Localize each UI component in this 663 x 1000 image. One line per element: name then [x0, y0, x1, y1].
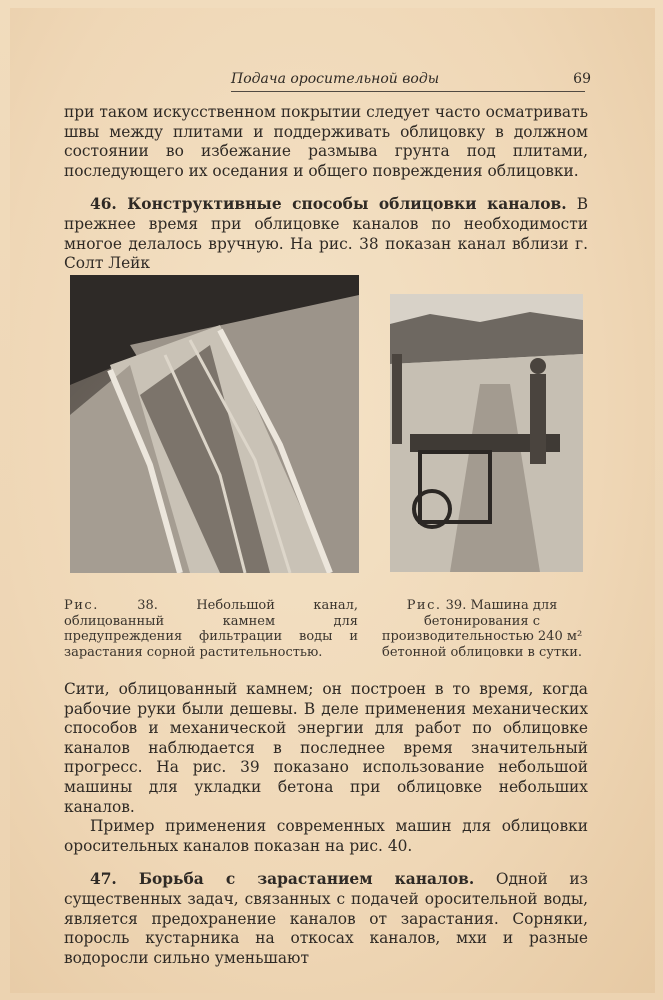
- figure-39-number: 39.: [445, 598, 467, 613]
- paragraph-continuation: при таком искусственном покрытии следует часто осматривать швы между плитами и поддерживать облицовку в должном состоянии во избежание размыва грунта под плитами, последующего их оседания и общего повреждения облицовки.: [64, 103, 588, 180]
- header-rule: [231, 91, 585, 92]
- figure-38-caption-text: Небольшой канал, облицованный камнем для предупреждения фильтрации воды и зарастания сорной растительностью.: [64, 598, 358, 660]
- figure-38-caption: [64, 598, 358, 660]
- section-47-text: Одной из существенных задач, связанных с подачей оросительной воды, является предохранение каналов от зарастания. Сорняки, поросль кустарника на откосах каналов, мхи и разные водоросли сильно уменьшают: [64, 870, 588, 967]
- figure-39-label: Рис.: [406, 598, 442, 613]
- running-header: [231, 71, 591, 91]
- figure-39-caption-text: Машина для бетонирования с производительностью 240 м² бетонной облицовки в сутки.: [381, 598, 583, 660]
- concrete-machine-image: [390, 294, 583, 572]
- section-46-heading: 46. Конструктивные способы облицовки каналов.: [90, 195, 567, 214]
- text-block-top: [64, 103, 588, 274]
- figure-39-photo: [390, 294, 583, 572]
- section-47-paragraph: [64, 870, 588, 968]
- section-46-text: В прежнее время при облицовке каналов по необходимости многое делалось вручную. На рис. 38 показан канал вблизи г. Солт Лейк: [64, 195, 588, 273]
- figure-38-label: Рис.: [64, 598, 99, 613]
- figure-38-number: 38.: [137, 598, 158, 613]
- section-46-paragraph: [64, 195, 588, 273]
- figure-38-photo: [70, 275, 359, 573]
- page-number: 69: [573, 71, 591, 87]
- running-title: Подача оросительной воды: [231, 71, 440, 87]
- text-block-bottom: [64, 680, 588, 968]
- paragraph-continuation-2: Сити, облицованный камнем; он построен в то время, когда рабочие руки были дешевы. В деле применения механических способов и механической энергии для работ по облицовке каналов наблюдается в последнее время значительный прогресс. На рис. 39 показано использование небольшой машины для укладки бетона при облицовке небольших каналов.: [64, 680, 588, 816]
- figure-39-caption: [377, 598, 587, 660]
- section-47-heading: 47. Борьба с зарастанием каналов.: [90, 870, 475, 889]
- stone-lined-canal-image: [70, 275, 359, 573]
- paragraph-3: Пример применения современных машин для облицовки оросительных каналов показан на рис. 40.: [64, 817, 588, 855]
